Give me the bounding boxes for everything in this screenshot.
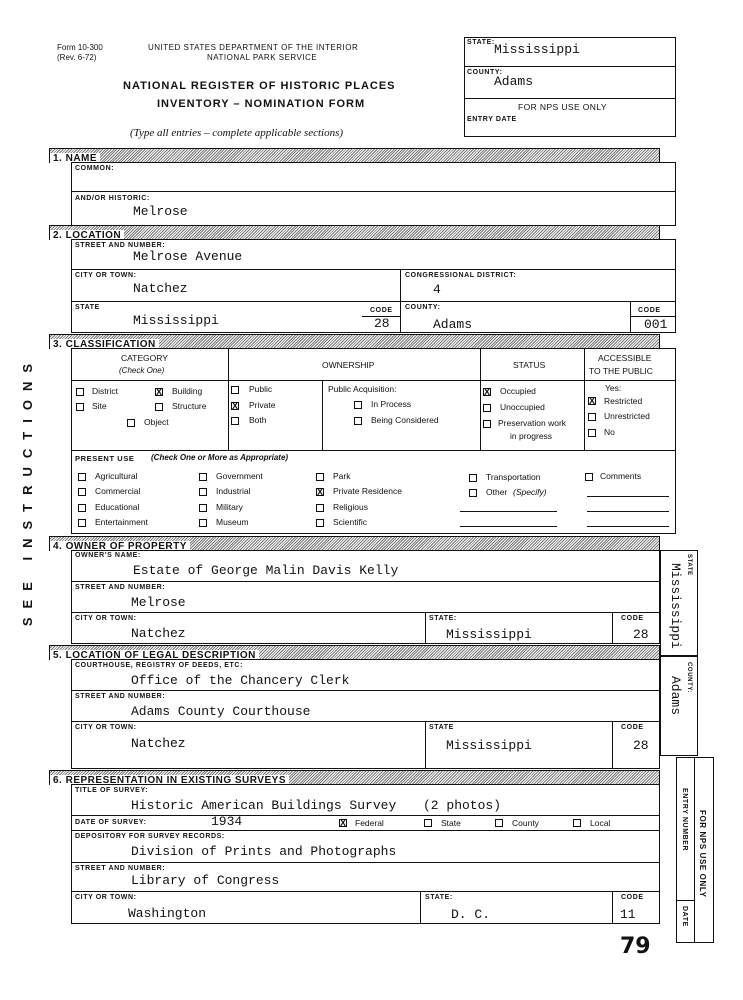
unoccupied-checkbox[interactable] (483, 404, 491, 412)
entertainment-checkbox[interactable] (78, 519, 86, 527)
religious-label: Religious (333, 502, 368, 512)
industrial-label: Industrial (216, 486, 251, 496)
legal-code-value: 28 (633, 738, 649, 753)
location-city-label: CITY OR TOWN: (75, 272, 137, 279)
preservation-label-2: in progress (510, 431, 553, 441)
side-state-label: STATE (686, 554, 692, 576)
owner-name-value: Estate of George Malin Davis Kelly (133, 563, 399, 578)
structure-label: Structure (172, 401, 207, 411)
ownership-label: OWNERSHIP (322, 360, 375, 370)
unoccupied-label: Unoccupied (500, 402, 545, 412)
yes-label: Yes: (605, 383, 622, 393)
owner-code-label: CODE (621, 615, 644, 622)
courthouse-value: Office of the Chancery Clerk (131, 673, 350, 688)
section-6-header: 6. REPRESENTATION IN EXISTING SURVEYS (49, 770, 660, 785)
scientific-checkbox[interactable] (316, 519, 324, 527)
entertainment-label: Entertainment (95, 517, 148, 527)
district-checkbox[interactable] (76, 388, 84, 396)
category-label: CATEGORY (121, 353, 168, 363)
local-level-label: Local (590, 818, 611, 828)
in-process-label: In Process (371, 399, 412, 409)
no-label: No (604, 427, 615, 437)
top-county-label: COUNTY: (467, 69, 503, 76)
local-level-checkbox[interactable] (573, 819, 581, 827)
common-label: COMMON: (75, 165, 115, 172)
location-city-value: Natchez (133, 281, 188, 296)
survey-date-value: 1934 (211, 814, 243, 829)
side-date: DATE (681, 906, 688, 927)
private-residence-checkbox[interactable]: X (317, 487, 324, 497)
site-checkbox[interactable] (76, 403, 84, 411)
federal-checkbox[interactable]: X (340, 818, 347, 828)
occupied-label: Occupied (500, 386, 536, 396)
military-checkbox[interactable] (199, 504, 207, 512)
public-checkbox[interactable] (231, 386, 239, 394)
survey-street-value: Library of Congress (131, 873, 280, 888)
both-checkbox[interactable] (231, 417, 239, 425)
location-street-value: Melrose Avenue (133, 249, 243, 264)
object-checkbox[interactable] (127, 419, 135, 427)
form-title-line2: INVENTORY – NOMINATION FORM (157, 98, 366, 110)
legal-code-label: CODE (621, 724, 644, 731)
legal-city-label: CITY OR TOWN: (75, 724, 137, 731)
category-check-one: (Check One) (119, 366, 165, 375)
educational-checkbox[interactable] (78, 504, 86, 512)
survey-state-label: STATE: (425, 894, 453, 901)
building-label: Building (172, 386, 203, 396)
legal-street-label: STREET AND NUMBER: (75, 693, 166, 700)
government-checkbox[interactable] (199, 473, 207, 481)
transportation-label: Transportation (486, 472, 541, 482)
other-label: Other (486, 487, 508, 497)
present-use-note: (Check One or More as Appropriate) (151, 453, 289, 462)
accessible-label-2: TO THE PUBLIC (589, 366, 653, 376)
building-checkbox[interactable]: X (156, 387, 163, 397)
owner-street-value: Melrose (131, 595, 186, 610)
specify-label: (Specify) (513, 487, 547, 497)
owner-street-label: STREET AND NUMBER: (75, 584, 166, 591)
location-street-label: STREET AND NUMBER: (75, 242, 166, 249)
comments-checkbox[interactable] (585, 473, 593, 481)
county-level-checkbox[interactable] (495, 819, 503, 827)
section-4-header: 4. OWNER OF PROPERTY (49, 536, 660, 551)
comments-label: Comments (600, 471, 642, 481)
federal-label: Federal (355, 818, 384, 828)
department-name: UNITED STATES DEPARTMENT OF THE INTERIOR (148, 43, 359, 52)
top-county-value: Adams (494, 74, 534, 89)
religious-checkbox[interactable] (316, 504, 324, 512)
historic-label: AND/OR HISTORIC: (75, 195, 150, 202)
owner-state-value: Mississippi (446, 627, 532, 642)
being-considered-checkbox[interactable] (354, 417, 362, 425)
state-level-checkbox[interactable] (424, 819, 432, 827)
location-state-code-label: CODE (370, 307, 393, 314)
congressional-district-label: CONGRESSIONAL DISTRICT: (405, 272, 517, 279)
transportation-checkbox[interactable] (469, 474, 477, 482)
county-level-label: County (512, 818, 539, 828)
occupied-checkbox[interactable]: X (484, 387, 491, 397)
depository-label: DEPOSITORY FOR SURVEY RECORDS: (75, 833, 225, 840)
form-instructions: (Type all entries – complete applicable sections) (130, 127, 344, 139)
survey-title-value: Historic American Buildings Survey (131, 798, 397, 813)
both-label: Both (249, 415, 267, 425)
no-checkbox[interactable] (588, 429, 596, 437)
survey-note: (2 photos) (423, 798, 502, 813)
page-number: 79 (620, 934, 651, 959)
owner-city-value: Natchez (131, 626, 186, 641)
restricted-checkbox[interactable]: X (589, 396, 596, 406)
survey-street-label: STREET AND NUMBER: (75, 865, 166, 872)
museum-label: Museum (216, 517, 249, 527)
top-entry-date-label: ENTRY DATE (467, 116, 517, 123)
legal-street-value: Adams County Courthouse (131, 704, 311, 719)
form-title-line1: NATIONAL REGISTER OF HISTORIC PLACES (123, 80, 396, 92)
object-label: Object (144, 417, 169, 427)
location-state-value: Mississippi (133, 313, 219, 328)
survey-city-label: CITY OR TOWN: (75, 894, 137, 901)
private-residence-label: Private Residence (333, 486, 402, 496)
owner-state-label: STATE: (429, 615, 457, 622)
scientific-label: Scientific (333, 517, 368, 527)
other-checkbox[interactable] (469, 489, 477, 497)
legal-state-label: STATE (429, 724, 454, 731)
top-nps-use: FOR NPS USE ONLY (518, 102, 607, 112)
side-county-value: Adams (668, 676, 683, 716)
owner-city-label: CITY OR TOWN: (75, 615, 137, 622)
present-use-label: PRESENT USE (75, 454, 135, 463)
location-county-label: COUNTY: (405, 304, 441, 311)
preservation-label: Preservation work (498, 418, 567, 428)
owner-code-value: 28 (633, 627, 649, 642)
survey-title-label: TITLE OF SURVEY: (75, 787, 149, 794)
park-checkbox[interactable] (316, 473, 324, 481)
unrestricted-checkbox[interactable] (588, 413, 596, 421)
industrial-checkbox[interactable] (199, 488, 207, 496)
private-label: Private (249, 400, 276, 410)
side-state-value: Mississippi (668, 563, 683, 649)
form-number: Form 10-300 (57, 43, 103, 52)
location-county-code-value: 001 (644, 317, 668, 332)
military-label: Military (216, 502, 243, 512)
location-county-value: Adams (433, 317, 473, 332)
top-state-label: STATE: (467, 39, 495, 46)
commercial-checkbox[interactable] (78, 488, 86, 496)
section-1-header: 1. NAME (49, 148, 660, 163)
location-state-code-value: 28 (374, 316, 390, 331)
side-entry-number: ENTRY NUMBER (681, 788, 688, 852)
public-acquisition-label: Public Acquisition: (328, 384, 397, 394)
restricted-label: Restricted (604, 396, 643, 406)
form-revision: (Rev. 6-72) (57, 53, 97, 62)
public-label: Public (249, 384, 273, 394)
unrestricted-label: Unrestricted (604, 411, 650, 421)
site-label: Site (92, 401, 107, 411)
courthouse-label: COURTHOUSE, REGISTRY OF DEEDS, ETC: (75, 662, 244, 669)
location-state-label: STATE (75, 304, 100, 311)
see-instructions-side-text: SEE INSTRUCTIONS (20, 355, 35, 627)
status-label: STATUS (513, 360, 546, 370)
survey-code-label: CODE (621, 894, 644, 901)
survey-state-value: D. C. (451, 907, 491, 922)
section-5-header: 5. LOCATION OF LEGAL DESCRIPTION (49, 645, 660, 660)
side-nps-use: FOR NPS USE ONLY (698, 810, 707, 898)
owner-name-label: OWNER'S NAME: (75, 552, 141, 559)
legal-city-value: Natchez (131, 736, 186, 751)
agricultural-label: Agricultural (95, 471, 138, 481)
educational-label: Educational (95, 502, 140, 512)
side-county-label: COUNTY: (686, 662, 692, 694)
top-state-value: Mississippi (494, 42, 580, 57)
agricultural-checkbox[interactable] (78, 473, 86, 481)
section-2-header: 2. LOCATION (49, 225, 660, 240)
survey-code-value: 11 (620, 907, 636, 922)
accessible-label-1: ACCESSIBLE (598, 353, 652, 363)
survey-date-label: DATE OF SURVEY: (75, 819, 147, 826)
in-process-checkbox[interactable] (354, 401, 362, 409)
structure-checkbox[interactable] (155, 403, 163, 411)
congressional-district-value: 4 (433, 282, 441, 297)
government-label: Government (216, 471, 263, 481)
classification-box (71, 348, 676, 534)
preservation-checkbox[interactable] (483, 420, 491, 428)
survey-city-value: Washington (128, 906, 207, 921)
museum-checkbox[interactable] (199, 519, 207, 527)
being-considered-label: Being Considered (371, 415, 439, 425)
state-level-label: State (441, 818, 461, 828)
location-county-code-label: CODE (638, 307, 661, 314)
park-label: Park (333, 471, 351, 481)
section-3-header: 3. CLASSIFICATION (49, 334, 660, 349)
district-label: District (92, 386, 118, 396)
historic-value: Melrose (133, 204, 188, 219)
service-name: NATIONAL PARK SERVICE (207, 53, 318, 62)
commercial-label: Commercial (95, 486, 141, 496)
private-checkbox[interactable]: X (232, 401, 239, 411)
depository-value: Division of Prints and Photographs (131, 844, 397, 859)
legal-state-value: Mississippi (446, 738, 532, 753)
